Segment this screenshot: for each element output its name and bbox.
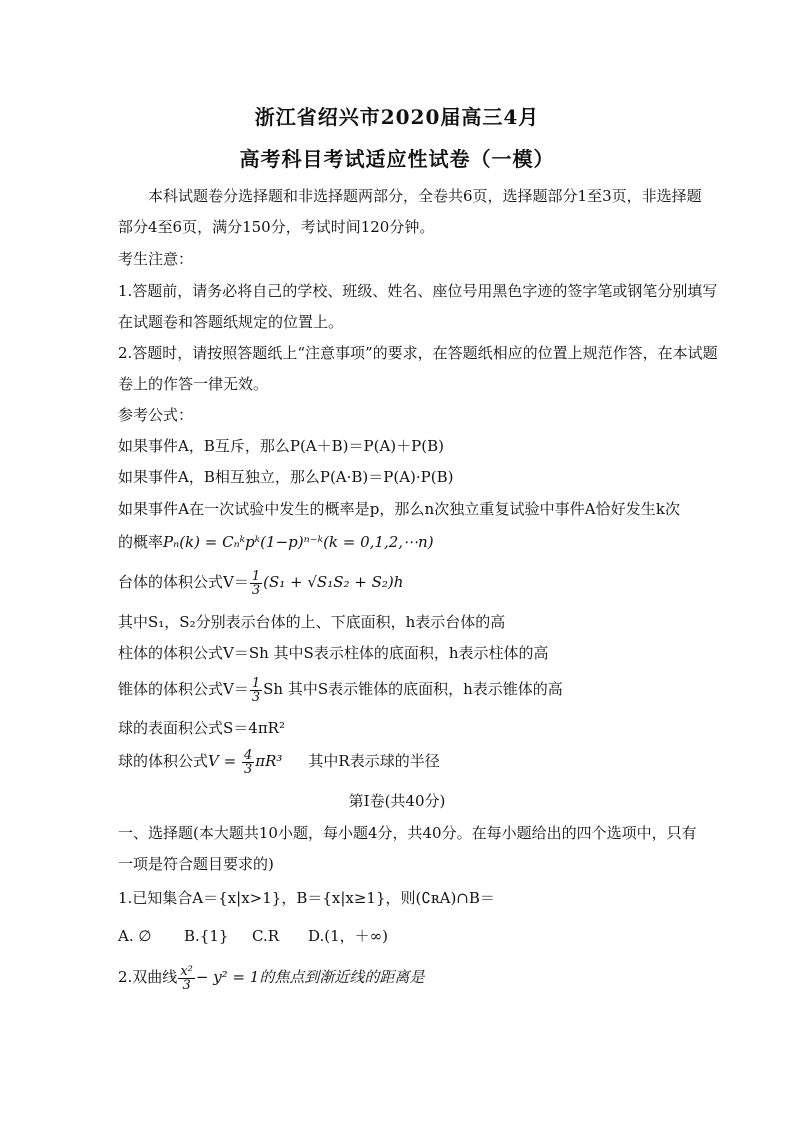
sphere-vol-rest: πR³ — [255, 752, 283, 770]
formula-frustum — [118, 565, 680, 599]
sphere-vol-den: 3 — [243, 761, 253, 777]
section-intro-line1: 一、选择题(本大题共10小题，每小题4分，共40分。在每小题给出的四个选项中，只有 — [118, 824, 697, 842]
sphere-vol-num: 4 — [243, 747, 253, 763]
q1-option-a: A. ∅ — [118, 927, 152, 945]
binomial-prefix: 的概率 — [118, 533, 164, 551]
q1-option-c: C.R — [252, 927, 280, 945]
exam-title-line2: 高考科目考试适应性试卷（一模） — [239, 147, 555, 171]
q2-num: x² — [180, 963, 193, 979]
formula-sphere-area: 球的表面积公式S＝4πR² — [118, 719, 285, 737]
note-1-line1: 1.答题前，请务必将自己的学校、班级、姓名、座位号用黑色字迹的签字笔或钢笔分别填写 — [118, 282, 718, 300]
formula-binomial-line1: 如果事件A在一次试验中发生的概率是p，那么n次独立重复试验中事件A恰好发生k次 — [118, 500, 680, 518]
formula-mutex: 如果事件A，B互斥，那么P(A＋B)＝P(A)＋P(B) — [118, 437, 444, 455]
question-2 — [118, 960, 680, 994]
q2-prefix: 2.双曲线 — [118, 968, 178, 986]
intro-line1: 本科试题卷分选择题和非选择题两部分，全卷共6页，选择题部分1至3页，非选择题 — [148, 187, 702, 205]
cone-num: 1 — [251, 675, 261, 691]
cone-prefix: 锥体的体积公式V＝ — [118, 680, 249, 698]
q2-fraction — [178, 965, 195, 992]
formula-independent: 如果事件A，B相互独立，那么P(A·B)＝P(A)·P(B) — [118, 468, 454, 486]
frustum-num: 1 — [251, 568, 261, 584]
question-1: 1.已知集合A＝{x|x>1}，B＝{x|x≥1}，则(∁ʀA)∩B＝ — [118, 889, 495, 907]
formula-binomial-line2 — [118, 532, 680, 552]
cone-rest: Sh 其中S表示锥体的底面积，h表示锥体的高 — [263, 680, 563, 698]
section-intro-line2: 一项是符合题目要求的) — [118, 855, 274, 873]
q2-rest: − y² = 1的焦点到渐近线的距离是 — [195, 968, 425, 986]
frustum-den: 3 — [251, 582, 261, 598]
sphere-vol-fraction — [242, 749, 254, 776]
formula-prism: 柱体的体积公式V＝Sh 其中S表示柱体的底面积，h表示柱体的高 — [118, 644, 549, 662]
sphere-vol-v: V = — [208, 752, 241, 770]
section-title: 第Ⅰ卷(共40分) — [348, 792, 446, 810]
q1-option-b: B.{1} — [184, 927, 229, 945]
formulas-heading: 参考公式： — [118, 406, 194, 424]
note-2-line1: 2.答题时，请按照答题纸上“注意事项”的要求，在答题纸相应的位置上规范作答，在本试题 — [118, 344, 718, 362]
note-1-line2: 在试题卷和答题纸规定的位置上。 — [118, 313, 344, 331]
notes-heading: 考生注意： — [118, 250, 194, 268]
cone-den: 3 — [251, 689, 261, 705]
sphere-vol-prefix: 球的体积公式 — [118, 752, 209, 770]
binomial-formula: Pₙ(k) = Cₙᵏpᵏ(1−p)ⁿ⁻ᵏ(k = 0,1,2,⋯n) — [163, 533, 434, 551]
q1-option-d: D.(1，＋∞) — [308, 927, 389, 945]
formula-sphere-volume — [118, 744, 680, 778]
q2-den: 3 — [182, 977, 191, 993]
sphere-vol-note: 其中R表示球的半径 — [308, 752, 440, 770]
frustum-fraction — [250, 570, 262, 597]
intro-line2: 部分4至6页，满分150分，考试时间120分钟。 — [118, 218, 435, 236]
note-2-line2: 卷上的作答一律无效。 — [118, 375, 269, 393]
cone-fraction — [250, 677, 262, 704]
frustum-rest: (S₁ + √S₁S₂ + S₂)h — [263, 573, 404, 591]
frustum-prefix: 台体的体积公式V＝ — [118, 573, 249, 591]
exam-title-line1: 浙江省绍兴市2020届高三4月 — [254, 105, 540, 129]
frustum-note: 其中S₁，S₂分别表示台体的上、下底面积，h表示台体的高 — [118, 613, 506, 631]
formula-cone — [118, 672, 680, 706]
question-1-options — [118, 926, 680, 946]
